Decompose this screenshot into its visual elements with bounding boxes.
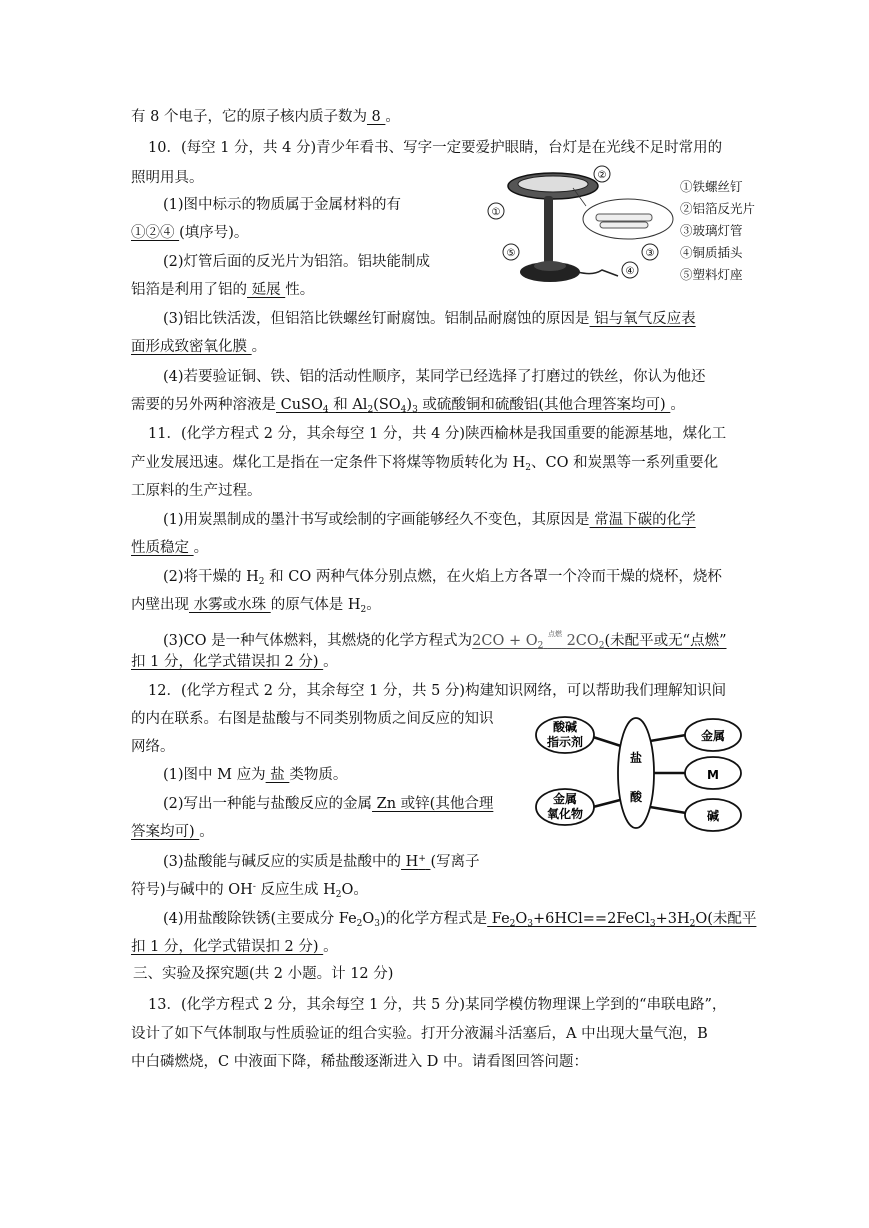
text-line: 设计了如下气体制取与性质验证的组合实验。打开分液漏斗活塞后，A 中出现大量气泡，B <box>131 1026 708 1042</box>
answer-blank: 扣 1 分，化学式错误扣 2 分) <box>131 654 324 670</box>
q10-part4-answer: 需要的另外两种溶液是 CuSO$_4$ 和 $Al_2(SO_4)_3$ 或硫酸铜和硫酸铝(其他合理答案均可) 。 <box>131 397 685 415</box>
q10-part1-answer: ①②④ (填序号)。 <box>131 225 249 241</box>
answer-blank: 盐 <box>265 767 290 783</box>
question-10-head: 10．(每空 1 分，共 4 分)青少年看书、写字一定要爱护眼睛，台灯是在光线不足时常用的 <box>148 140 723 156</box>
callout-3: ③ <box>645 248 655 259</box>
answer-blank: $2CO + O_2$ $^{点燃}$ $2CO_2$ <box>472 630 605 651</box>
q10-part3-answer: 面形成致密氧化膜 。 <box>131 339 267 355</box>
desk-lamp-figure <box>478 164 678 289</box>
svg-text:M: M <box>707 768 719 782</box>
q12-part3-answer: 符号)与碱中的 OH- 反应生成 $H_2O$。 <box>131 882 368 900</box>
q12-part4-answer: 扣 1 分，化学式错误扣 2 分) 。 <box>131 939 338 955</box>
answer-blank: 性质稳定 <box>131 540 194 556</box>
answer-blank: 扣 1 分，化学式错误扣 2 分) <box>131 939 324 955</box>
callout-4: ④ <box>625 266 635 277</box>
text-line: 工原料的生产过程。 <box>131 483 262 499</box>
node-hydrochloric-acid <box>618 718 654 828</box>
q11-part3: (3)CO 是一种气体燃料，其燃烧的化学方程式为$2CO + O_2$ $^{点燃}$ $2CO_2$(未配平或无“点燃” <box>163 630 727 651</box>
answer-blank: Zn 或锌(其他合理 <box>372 796 494 812</box>
answer-blank: CuSO$_4$ 和 $Al_2(SO_4)_3$ 或硫酸铜和硫酸铝(其他合理答案均可) <box>276 397 671 415</box>
text-line: 照明用具。 <box>131 170 204 186</box>
lamp-legend: ①铁螺丝钉 ②铝箔反光片 ③玻璃灯管 ④铜质插头 ⑤塑料灯座 <box>680 179 756 282</box>
q10-part2-answer: 铝箔是利用了铝的 延展 性。 <box>131 282 315 298</box>
svg-text:指示剂: 指示剂 <box>546 735 584 749</box>
question-12-head: 12．(化学方程式 2 分，其余每空 1 分，共 5 分)构建知识网络，可以帮助我们理解知识间 <box>148 683 727 699</box>
svg-text:氧化物: 氧化物 <box>546 807 584 821</box>
svg-text:金属: 金属 <box>700 729 726 743</box>
question-13-head: 13．(化学方程式 2 分，其余每空 1 分，共 5 分)某同学模仿物理课上学到的“串联电路”， <box>148 997 727 1013</box>
answer-blank: 常温下碳的化学 <box>589 512 696 528</box>
q12-part2-answer: 答案均可) 。 <box>131 824 214 840</box>
text-line: 的内在联系。右图是盐酸与不同类别物质之间反应的知识 <box>131 711 494 727</box>
answer-blank: 答案均可) <box>131 824 200 840</box>
q10-part4: (4)若要验证铜、铁、铝的活动性顺序，某同学已经选择了打磨过的铁丝，你认为他还 <box>163 369 706 385</box>
q12-part1: (1)图中 M 应为 盐 类物质。 <box>163 767 348 783</box>
svg-text:盐: 盐 <box>629 751 643 765</box>
q12-part4: (4)用盐酸除铁锈(主要成分 $Fe_2O_3$)的化学方程式是 $Fe_2O_3+6HCl==2FeCl_3+3H_2O$(未配平 <box>163 911 757 929</box>
question-11-head: 11．(化学方程式 2 分，其余每空 1 分，共 4 分)陕西榆林是我国重要的能源基地，煤化工 <box>148 426 727 442</box>
hcl-network-diagram <box>528 715 743 835</box>
section-3-title: 三、实验及探究题(共 2 小题。计 12 分) <box>133 966 394 982</box>
svg-text:酸碱: 酸碱 <box>552 720 578 734</box>
q11-part3-answer: 扣 1 分，化学式错误扣 2 分) 。 <box>131 654 338 670</box>
q12-part2: (2)写出一种能与盐酸反应的金属 Zn 或锌(其他合理 <box>163 796 494 812</box>
q11-part1-answer: 性质稳定 。 <box>131 540 209 556</box>
answer-blank: 面形成致密氧化膜 <box>131 339 252 355</box>
q11-part2-answer: 内壁出现 水雾或水珠 的原气体是 $H_2$。 <box>131 597 381 615</box>
q11-part2: (2)将干燥的 $H_2$ 和 CO 两种气体分别点燃，在火焰上方各罩一个冷而干燥的烧杯，烧杯 <box>163 569 722 587</box>
answer-blank: ①②④ <box>131 225 180 241</box>
text-line: 中白磷燃烧，C 中液面下降，稀盐酸逐渐进入 D 中。请看图回答问题： <box>131 1054 589 1070</box>
q11-part1: (1)用炭黑制成的墨汁书写或绘制的字画能够经久不变色，其原因是 常温下碳的化学 <box>163 512 696 528</box>
answer-blank: 延展 <box>247 282 286 298</box>
answer-blank: $Fe_2O_3+6HCl==2FeCl_3+3H_2O$(未配平 <box>487 911 757 929</box>
answer-blank: H+ <box>401 854 426 870</box>
callout-5: ⑤ <box>506 248 516 259</box>
callout-2: ② <box>597 170 607 181</box>
q10-part3: (3)铝比铁活泼，但铝箔比铁螺丝钉耐腐蚀。铝制品耐腐蚀的原因是 铝与氧气反应表 <box>163 311 696 327</box>
text-line: 有 8 个电子，它的原子核内质子数为 8 。 <box>131 109 400 125</box>
q10-part1: (1)图中标示的物质属于金属材料的有 <box>163 197 402 213</box>
text-line: 网络。 <box>131 739 175 755</box>
svg-text:金属: 金属 <box>552 792 578 806</box>
q10-part2: (2)灯管后面的反光片为铝箔。铝块能制成 <box>163 254 431 270</box>
answer-blank: 8 <box>366 109 386 125</box>
answer-blank: 铝与氧气反应表 <box>589 311 696 327</box>
svg-text:酸: 酸 <box>629 790 643 804</box>
callout-1: ① <box>491 207 501 218</box>
answer-blank: 水雾或水珠 <box>189 597 271 613</box>
text-line: 产业发展迅速。煤化工是指在一定条件下将煤等物质转化为 $H_2$、CO 和炭黑等一系列重要化 <box>131 455 719 473</box>
svg-text:碱: 碱 <box>706 809 720 823</box>
q12-part3: (3)盐酸能与碱反应的实质是盐酸中的 H+ (写离子 <box>163 854 480 870</box>
